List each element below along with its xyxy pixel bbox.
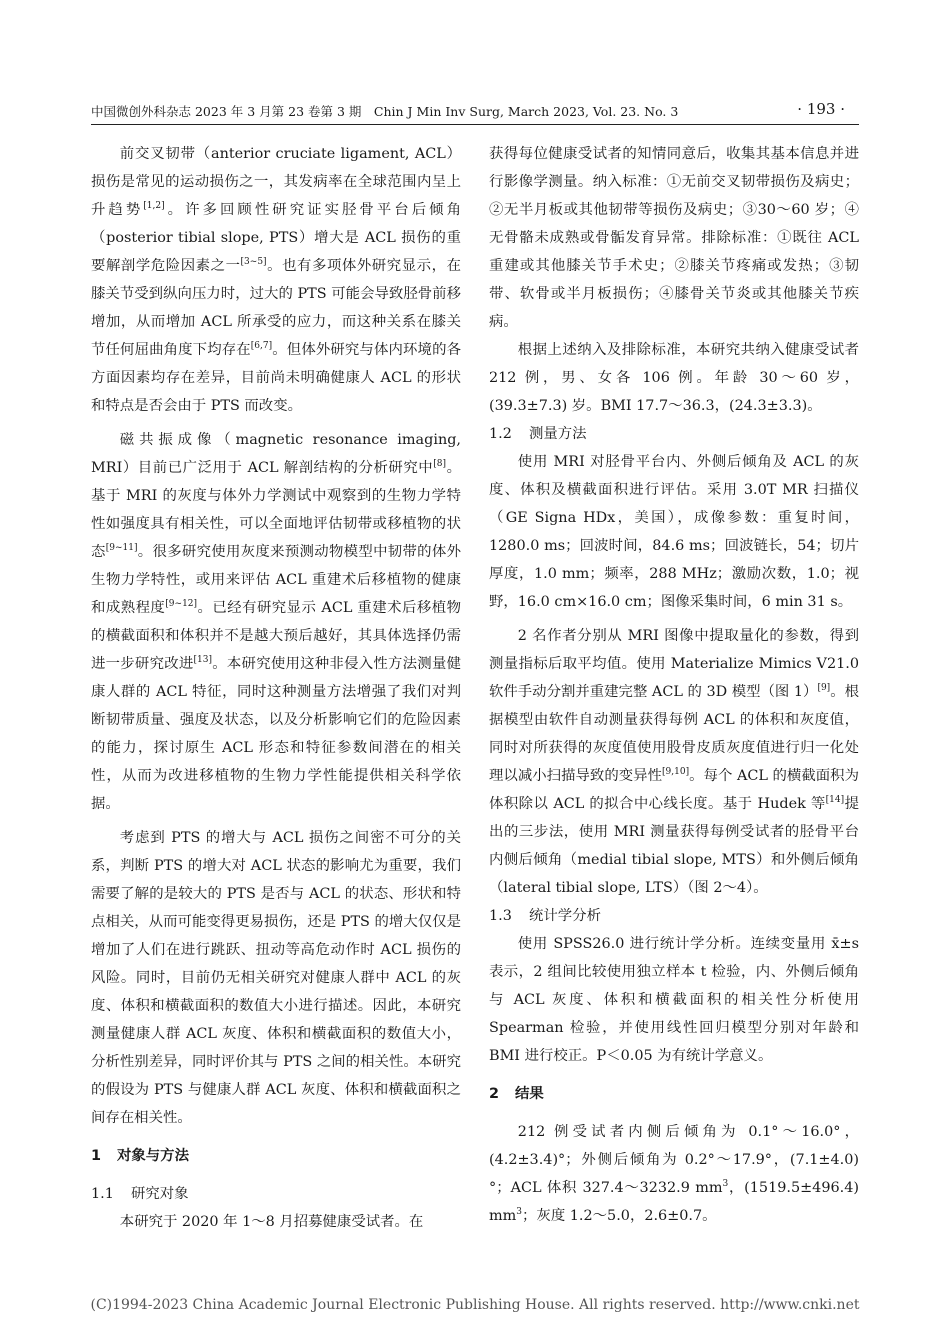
intro-paragraph-3: 考虑到 PTS 的增大与 ACL 损伤之间密不可分的关系，判断 PTS 的增大对 ACL 状态的影响尤为重要，我们需要了解的是较大的 PTS 是否与 ACL 的状态、形状和特点相关，从而可能变得更易损伤，还是 PTS 的增大仅仅是增加了人们在进行跳跃、扭动等高危动作时 ACL 损伤的风险。同时，目前仍无相关研究对健康人群中 ACL 的灰度、体积和横截面积的数值大小进行描述。因此，本研究测量健康人群 ACL 灰度、体积和横截面积的数值大小，分析性别差异，同时评价其与 PTS 之间的相关性。本研究的假设为 PTS 与健康人群 ACL 灰度、体积和横截面积之间存在相关性。 xyxy=(91,830,461,1126)
citation-ref[interactable]: [9,10] xyxy=(662,767,690,777)
superscript-three: 3 xyxy=(516,1207,523,1217)
subsection-heading-measurement: 1.2 测量方法 xyxy=(489,426,587,442)
citation-ref[interactable]: [6,7] xyxy=(250,341,273,351)
subjects-paragraph-start: 本研究于 2020 年 1～8 月招募健康受试者。在 xyxy=(119,1214,424,1230)
citation-ref[interactable]: [3~5] xyxy=(240,257,267,267)
right-column xyxy=(489,140,859,1230)
segmentation-paragraph: 2 名作者分别从 MRI 图像中提取量化的参数，得到测量指标后取平均值。使用 Materialize Mimics V21.0 软件手动分割并重建完整 ACL 的 3D 模型（图 1）[9]。根据模型由软件自动测量获得每例 ACL 的体积和灰度值，同时对所获得的灰度值使用股骨皮质灰度值进行归一化处理以减小扫描导致的变异性[9,10]。每个 ACL 的横截面积为体积除以 ACL 的拟合中心线长度。基于 Hudek 等[14]提出的三步法，使用 MRI 测量获得每例受试者的胫骨平台内侧后倾角（medial tibial slope, MTS）和外侧后倾角（lateral tibial slope, LTS）（图 2～4）。 xyxy=(489,628,859,896)
subjects-summary-paragraph: 根据上述纳入及排除标准，本研究共纳入健康受试者 212 例，男、女各 106 例。年龄 30～60 岁，(39.3±7.3) 岁。BMI 17.7～36.3，(24.3±3.3)。 xyxy=(489,342,859,414)
intro-paragraph-1: 前交叉韧带（anterior cruciate ligament, ACL）损伤是常见的运动损伤之一，其发病率在全球范围内呈上升趋势[1,2]。许多回顾性研究证实胫骨平台后倾角（posterior tibial slope, PTS）增大是 ACL 损伤的重要解剖学危险因素之一[3~5]。也有多项体外研究显示，在膝关节受到纵向压力时，过大的 PTS 可能会导致胫骨前移增加，从而增加 ACL 所承受的应力，而这种关系在膝关节任何屈曲角度下均存在[6,7]。但体外研究与体内环境的各方面因素均存在差异，目前尚未明确健康人 ACL 的形状和特点是否会由于 PTS 而改变。 xyxy=(91,146,461,414)
citation-ref[interactable]: [9] xyxy=(817,683,831,693)
citation-ref[interactable]: [9~11] xyxy=(105,543,138,553)
subsection-heading-subjects: 1.1 研究对象 xyxy=(91,1186,189,1202)
citation-ref[interactable]: [13] xyxy=(193,655,213,665)
superscript-three: 3 xyxy=(722,1179,729,1189)
running-header xyxy=(91,96,859,125)
page-number: · 193 · xyxy=(797,100,845,118)
citation-ref[interactable]: [9~12] xyxy=(165,599,198,609)
criteria-paragraph: 获得每位健康受试者的知情同意后，收集其基本信息并进行影像学测量。纳入标准：①无前交叉韧带损伤及病史；②无半月板或其他韧带等损伤及病史；③30～60 岁；④无骨骼未成熟或骨骺发育异常。排除标准：①既往 ACL 重建或其他膝关节手术史；②膝关节疼痛或发热；③韧带、软骨或半月板损伤；④膝骨关节炎或其他膝关节疾病。 xyxy=(489,146,859,330)
section-heading-methods: 1 对象与方法 xyxy=(91,1148,189,1164)
mri-parameters-paragraph: 使用 MRI 对胫骨平台内、外侧后倾角及 ACL 的灰度、体积及横截面积进行评估。采用 3.0T MR 扫描仪（GE Signa HDx，美国），成像参数：重复时间，1280.0 ms；回波时间，84.6 ms；回波链长，54；切片厚度，1.0 mm；频率，288 MHz；激励次数，1.0；视野，16.0 cm×16.0 cm；图像采集时间，6 min 31 s。 xyxy=(489,454,859,610)
subsection-heading-statistics: 1.3 统计学分析 xyxy=(489,908,601,924)
citation-ref[interactable]: [14] xyxy=(825,795,845,805)
intro-paragraph-2: 磁共振成像（magnetic resonance imaging, MRI）目前已广泛用于 ACL 解剖结构的分析研究中[8]。基于 MRI 的灰度与体外力学测试中观察到的生物力学特性如强度具有相关性，可以全面地评估韧带或移植物的状态[9~11]。很多研究使用灰度来预测动物模型中韧带的体外生物力学特性，或用来评估 ACL 重建术后移植物的健康和成熟程度[9~12]。已经有研究显示 ACL 重建术后移植物的横截面积和体积并不是越大预后越好，其具体选择仍需进一步研究改进[13]。本研究使用这种非侵入性方法测量健康人群的 ACL 特征，同时这种测量方法增强了我们对判断韧带质量、强度及状态，以及分析影响它们的危险因素的能力，探讨原生 ACL 形态和特征参数间潜在的相关性，从而为改进移植物的生物力学性能提供相关科学依据。 xyxy=(91,432,461,812)
statistics-paragraph: 使用 SPSS26.0 进行统计学分析。连续变量用 x̄±s 表示，2 组间比较使用独立样本 t 检验，内、外侧后倾角与 ACL 灰度、体积和横截面积的相关性分析使用 Spearman 检验，并使用线性回归模型分别对年龄和 BMI 进行校正。P＜0.05 为有统计学意义。 xyxy=(489,936,859,1064)
results-paragraph: 212 例受试者内侧后倾角为 0.1°～16.0°，(4.2±3.4)°；外侧后倾角为 0.2°～17.9°，(7.1±4.0)°；ACL 体积 327.4～3232.9 $mm^3$，(1519.5±496.4) $mm^3$；灰度 1.2～5.0，2.6±0.7。 xyxy=(489,1124,859,1224)
citation-ref[interactable]: [8] xyxy=(433,459,447,469)
citation-ref[interactable]: [1,2] xyxy=(143,201,165,211)
copyright-footer: (C)1994-2023 China Academic Journal Electronic Publishing House. All rights reserved. http://www.cnki.net xyxy=(90,1297,860,1313)
journal-citation: 中国微创外科杂志 2023 年 3 月第 23 卷第 3 期 Chin J Min Inv Surg, March 2023, Vol. 23. No. 3 xyxy=(91,104,679,119)
left-column xyxy=(91,140,461,1236)
section-heading-results: 2 结果 xyxy=(489,1086,544,1102)
